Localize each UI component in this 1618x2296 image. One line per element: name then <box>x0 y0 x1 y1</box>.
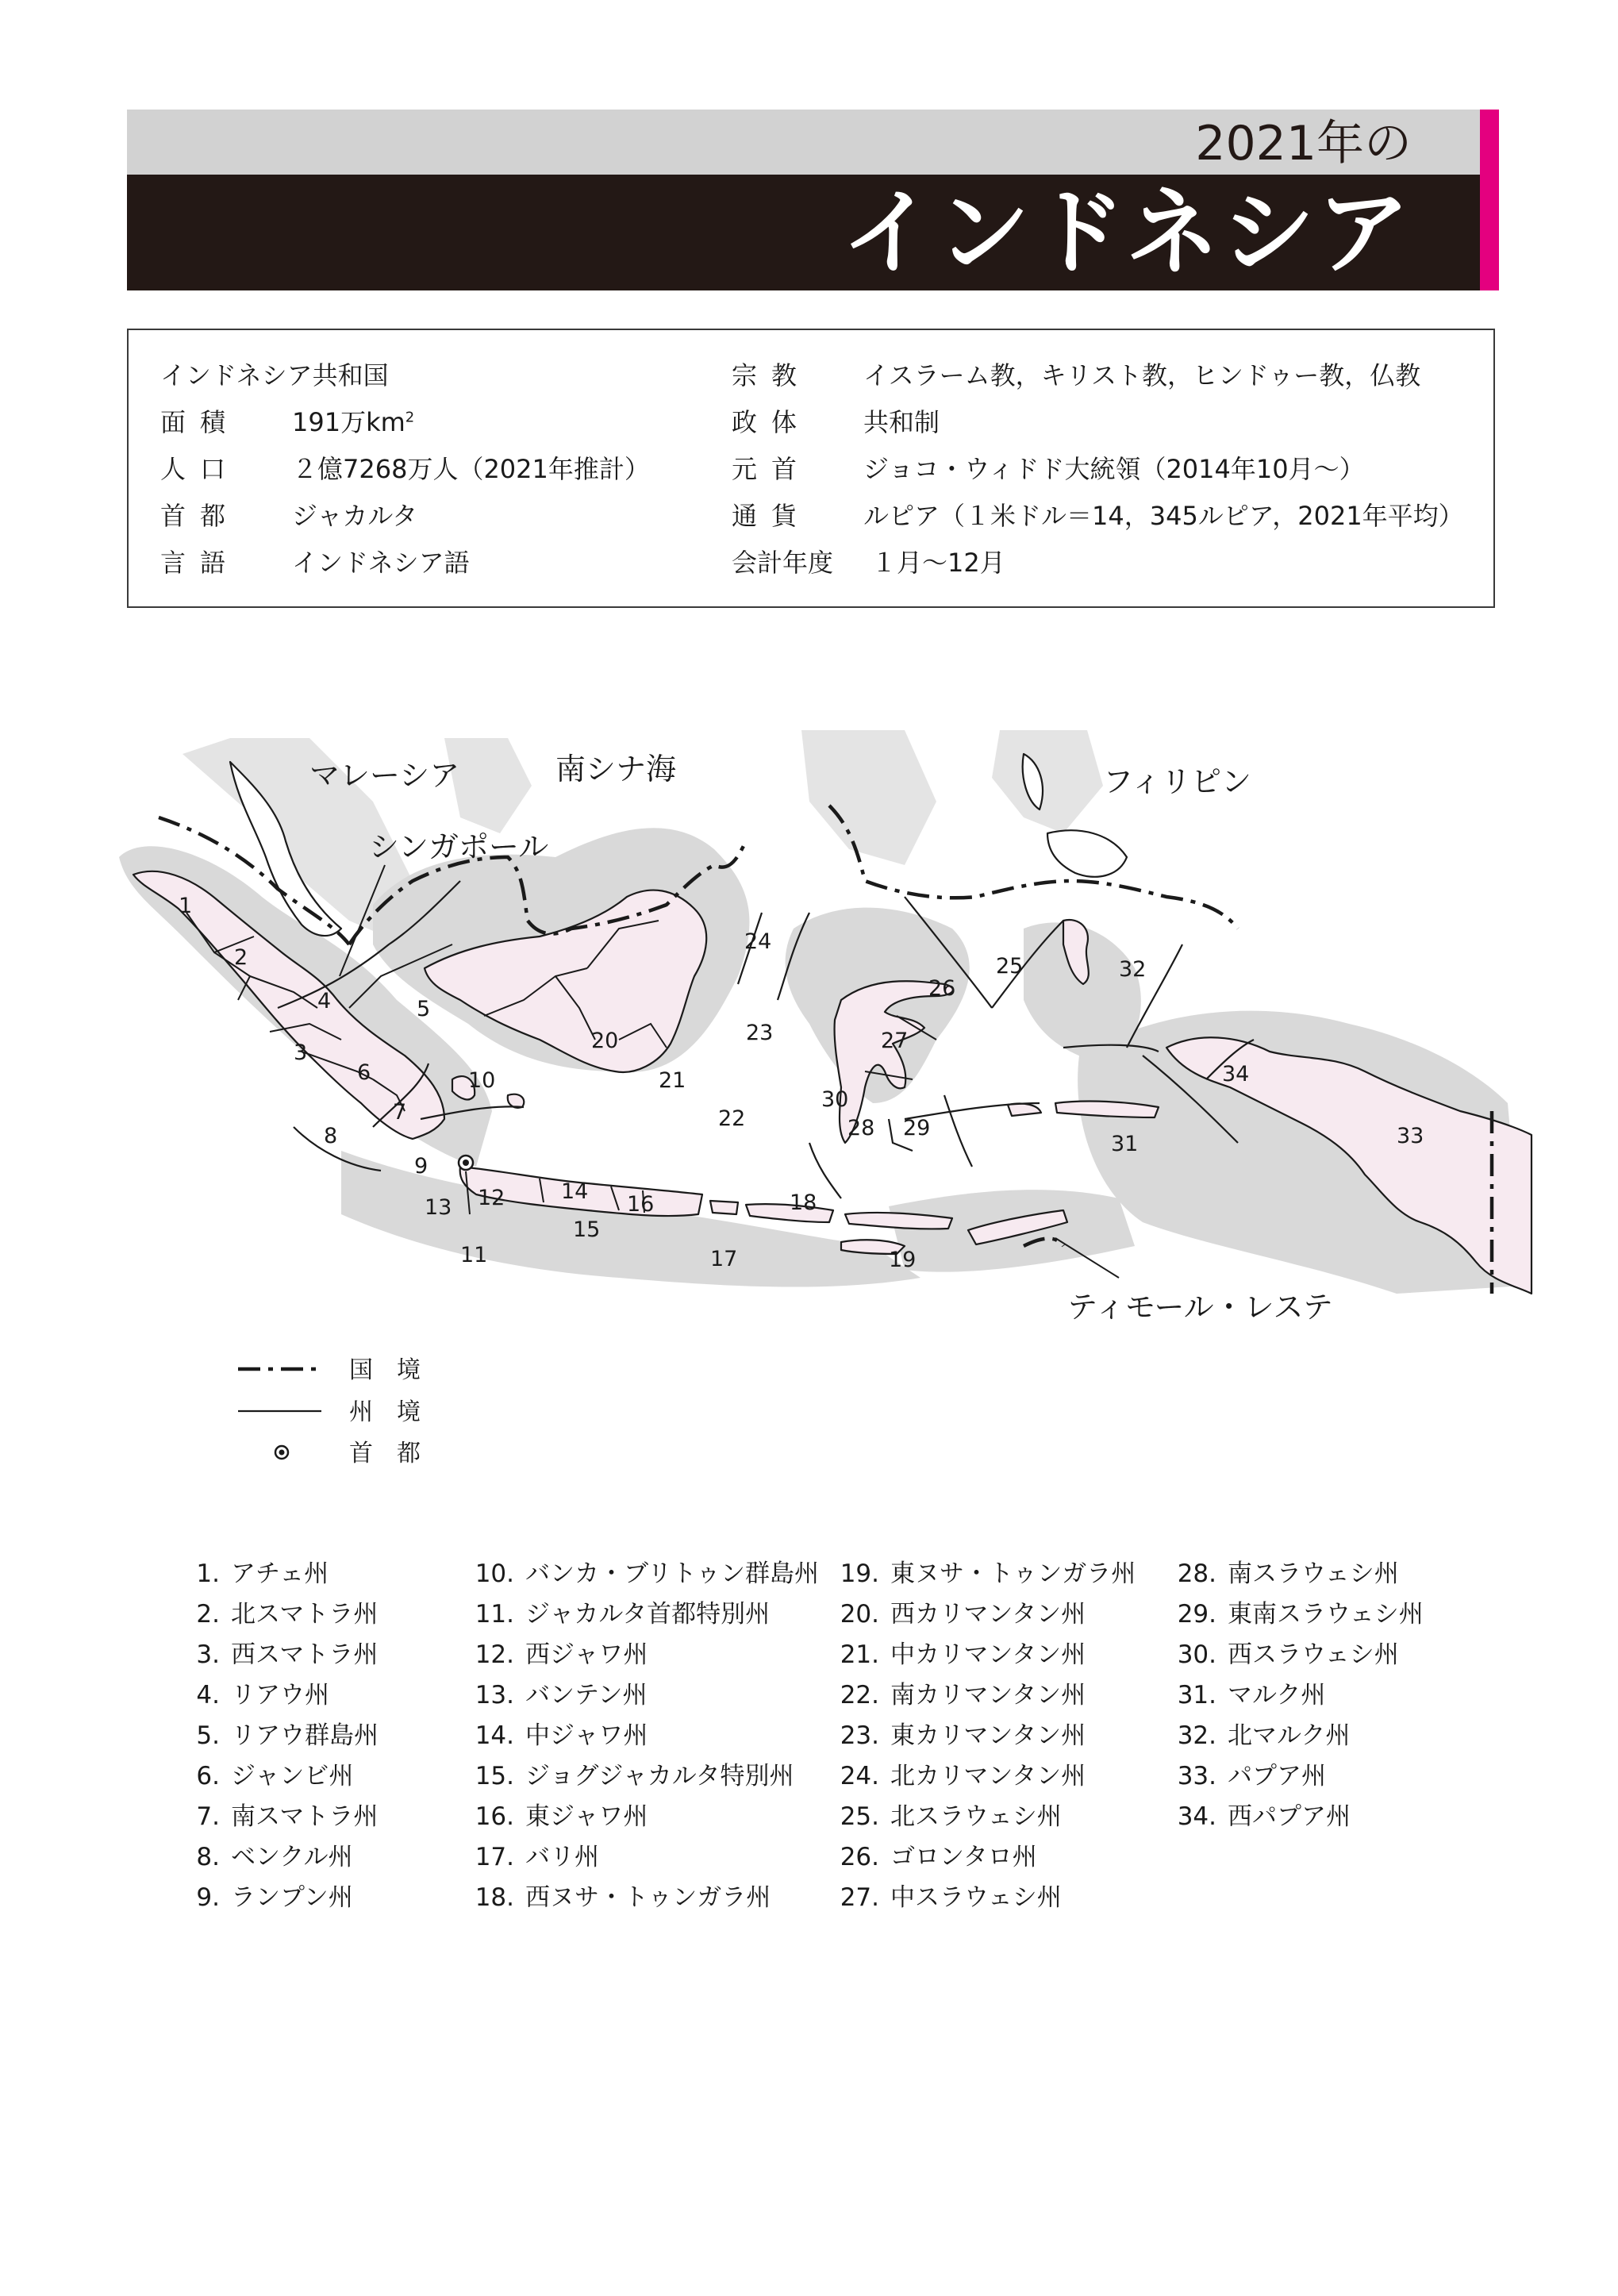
info-row-language <box>160 540 763 586</box>
belitung-island <box>508 1094 525 1108</box>
bali-island <box>710 1201 738 1214</box>
legend-province-border-label: 州 境 <box>349 1398 421 1426</box>
info-left-column <box>160 352 763 586</box>
list-item: 33. パプア州 <box>1177 1762 1326 1790</box>
province-number-33: 33 <box>1397 1124 1424 1148</box>
province-number-11: 11 <box>460 1243 488 1267</box>
province-number-18: 18 <box>790 1190 817 1215</box>
province-number-27: 27 <box>881 1029 909 1053</box>
buru-island <box>1008 1103 1041 1116</box>
head-of-state-value: ジョコ・ウィドド大統領（2014年10月〜） <box>863 454 1365 484</box>
province-number-1: 1 <box>179 894 193 918</box>
header-country-title: インドネシア <box>841 178 1412 287</box>
philippines-mindanao <box>1047 830 1127 877</box>
government-label: 政体 <box>732 407 812 437</box>
religion-value: イスラーム教，キリスト教，ヒンドゥー教，仏教 <box>863 360 1421 390</box>
list-item: 26. ゴロンタロ州 <box>840 1843 1037 1871</box>
province-number-4: 4 <box>317 989 332 1013</box>
list-item: 21. 中カリマンタン州 <box>840 1640 1086 1669</box>
province-number-6: 6 <box>357 1060 371 1085</box>
province-number-10: 10 <box>468 1068 496 1093</box>
list-item: 34. 西パプア州 <box>1177 1802 1351 1831</box>
list-item: 32. 北マルク州 <box>1177 1721 1351 1750</box>
province-number-23: 23 <box>746 1021 774 1045</box>
header-accent-bar <box>1480 110 1499 290</box>
province-number-34: 34 <box>1222 1062 1250 1086</box>
list-item: 22. 南カリマンタン州 <box>840 1681 1086 1710</box>
province-number-2: 2 <box>234 945 248 970</box>
info-row-religion <box>732 352 1478 399</box>
map-legend <box>238 1356 421 1467</box>
legend-capital-label: 首 都 <box>349 1440 421 1467</box>
province-number-24: 24 <box>744 929 772 954</box>
list-item: 31. マルク州 <box>1177 1681 1326 1710</box>
info-row-capital <box>160 493 763 540</box>
official-name: インドネシア共和国 <box>160 360 389 390</box>
province-list-col-2 <box>468 1554 819 1918</box>
info-row-population <box>160 446 763 493</box>
fiscal-year-value: １月〜12月 <box>871 548 1005 578</box>
info-right-column <box>732 352 1478 586</box>
list-item: 6. ジャンビ州 <box>196 1762 354 1790</box>
philippines-label: フィリピン <box>1103 764 1251 799</box>
fiscal-year-label: 会計年度 <box>732 548 834 578</box>
currency-value: ルピア（１米ドル＝14，345ルピア，2021年平均） <box>863 501 1464 531</box>
header-year: 2021年の <box>1195 116 1412 171</box>
list-item: 28. 南スラウェシ州 <box>1177 1560 1399 1588</box>
list-item: 17. バリ州 <box>475 1843 599 1871</box>
south-china-sea-label: 南シナ海 <box>555 752 677 786</box>
list-item: 15. ジョグジャカルタ特別州 <box>475 1762 794 1790</box>
list-item: 27. 中スラウェシ州 <box>840 1883 1062 1912</box>
population-label: 人口 <box>160 454 240 484</box>
population-value: ２億7268万人（2021年推計） <box>292 454 650 484</box>
language-value: インドネシア語 <box>292 548 470 578</box>
capital-value: ジャカルタ <box>292 501 418 531</box>
list-item: 29. 東南スラウェシ州 <box>1177 1600 1424 1629</box>
list-item: 23. 東カリマンタン州 <box>840 1721 1086 1750</box>
singapore-label: シンガポール <box>369 829 549 864</box>
province-number-17: 17 <box>710 1247 738 1271</box>
info-row-area <box>160 399 763 446</box>
list-item: 4. リアウ州 <box>196 1681 329 1710</box>
list-item: 10. バンカ・ブリトゥン群島州 <box>475 1560 819 1588</box>
list-item: 2. 北スマトラ州 <box>196 1600 379 1629</box>
province-number-29: 29 <box>903 1116 931 1140</box>
info-row-head-of-state <box>732 446 1478 493</box>
province-number-26: 26 <box>928 976 956 1001</box>
head-of-state-label: 元首 <box>732 454 812 484</box>
list-item: 18. 西ヌサ・トゥンガラ州 <box>475 1883 771 1912</box>
province-number-31: 31 <box>1111 1132 1139 1156</box>
list-item: 24. 北カリマンタン州 <box>840 1762 1086 1790</box>
list-item: 20. 西カリマンタン州 <box>840 1600 1086 1629</box>
list-item: 16. 東ジャワ州 <box>475 1802 648 1831</box>
list-item: 7. 南スマトラ州 <box>196 1802 379 1831</box>
province-number-14: 14 <box>561 1179 589 1204</box>
province-number-30: 30 <box>821 1087 849 1112</box>
list-item: 14. 中ジャワ州 <box>475 1721 648 1750</box>
list-item: 19. 東ヌサ・トゥンガラ州 <box>840 1560 1136 1588</box>
province-number-20: 20 <box>591 1029 619 1053</box>
area-value: 191万$km^2$ <box>292 407 415 437</box>
province-number-25: 25 <box>996 954 1024 979</box>
religion-label: 宗教 <box>732 360 812 390</box>
province-number-3: 3 <box>294 1040 308 1065</box>
province-number-22: 22 <box>718 1106 746 1131</box>
province-list-col-1 <box>186 1554 379 1918</box>
government-value: 共和制 <box>863 407 940 437</box>
malaysia-label: マレーシア <box>309 758 460 793</box>
list-item: 13. バンテン州 <box>475 1681 648 1710</box>
province-number-19: 19 <box>889 1248 917 1272</box>
info-row-official-name <box>160 352 763 399</box>
area-label: 面積 <box>160 407 240 437</box>
list-item: 1. アチェ州 <box>196 1560 329 1588</box>
province-number-5: 5 <box>417 997 431 1021</box>
list-item: 12. 西ジャワ州 <box>475 1640 648 1669</box>
list-item: 5. リアウ群島州 <box>196 1721 379 1750</box>
info-row-fiscal-year <box>732 540 1478 586</box>
list-item: 25. 北スラウェシ州 <box>840 1802 1062 1831</box>
province-number-32: 32 <box>1119 957 1147 982</box>
capital-label: 首都 <box>160 501 240 531</box>
province-number-15: 15 <box>573 1217 601 1242</box>
province-number-13: 13 <box>425 1195 452 1220</box>
list-item: 3. 西スマトラ州 <box>196 1640 379 1669</box>
province-list-col-3 <box>833 1554 1136 1918</box>
language-label: 言語 <box>160 548 240 578</box>
list-item: 11. ジャカルタ首都特別州 <box>475 1600 771 1629</box>
province-number-9: 9 <box>414 1154 429 1179</box>
timor-leste-label: ティモール・レステ <box>1067 1290 1333 1325</box>
province-list-col-4 <box>1170 1554 1424 1837</box>
province-number-16: 16 <box>627 1192 655 1217</box>
list-item: 30. 西スラウェシ州 <box>1177 1640 1399 1669</box>
province-number-21: 21 <box>659 1068 686 1093</box>
province-number-7: 7 <box>393 1100 407 1125</box>
list-item: 8. ベンクル州 <box>196 1843 353 1871</box>
province-number-12: 12 <box>478 1186 505 1210</box>
legend-national-border-label: 国 境 <box>349 1356 421 1384</box>
province-number-8: 8 <box>324 1124 338 1148</box>
province-number-28: 28 <box>847 1116 875 1140</box>
info-row-currency <box>732 493 1478 540</box>
currency-label: 通貨 <box>732 501 812 531</box>
list-item: 9. ランプン州 <box>196 1883 353 1912</box>
info-row-government <box>732 399 1478 446</box>
country-info-box <box>127 329 1495 608</box>
indonesia-map <box>111 738 1532 1467</box>
